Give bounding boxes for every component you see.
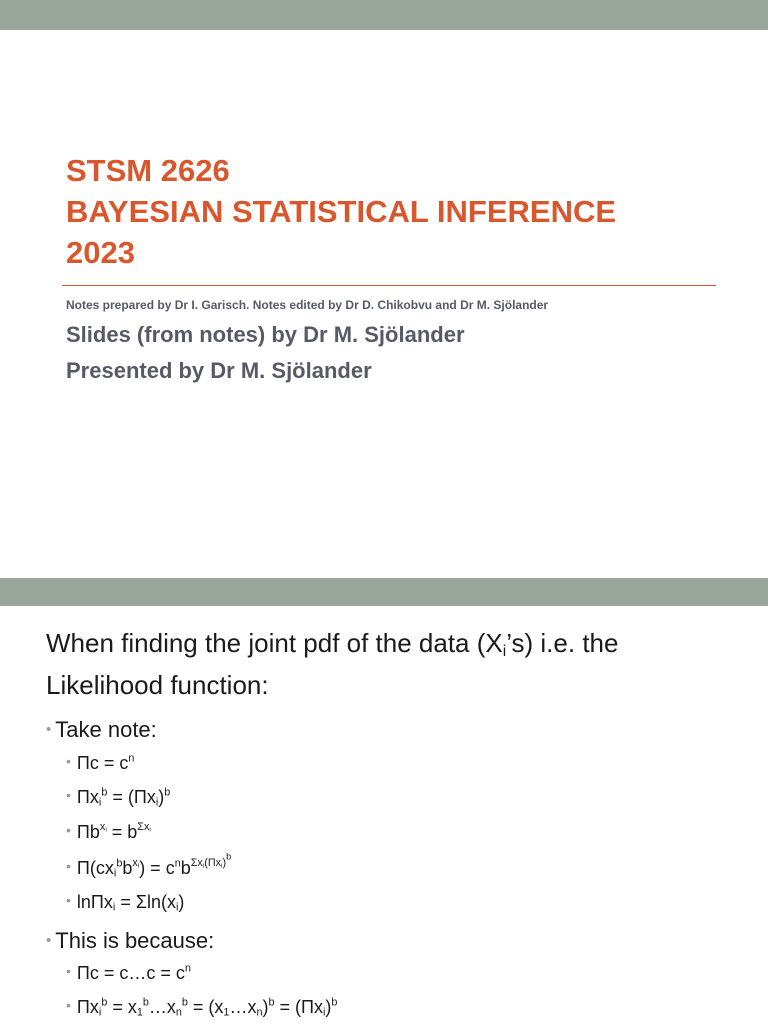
bullet-dot: •	[66, 857, 71, 874]
title-line-course-code: STSM 2626	[66, 153, 230, 188]
bullet-take-note: • Take note:	[46, 717, 157, 742]
slides-author: Slides (from notes) by Dr M. Sjölander	[66, 322, 465, 347]
title-line-course-name: BAYESIAN STATISTICAL INFERENCE	[66, 194, 617, 229]
slide-heading: When finding the joint pdf of the data $(X_i’s)$ i.e. the Likelihood function:	[46, 628, 619, 700]
slide-top-bar	[0, 578, 768, 606]
bullet-dot: •	[66, 963, 71, 979]
bullet-dot: •	[66, 787, 71, 803]
notes-credit: Notes prepared by Dr I. Garisch. Notes edited by Dr D. Chikobvu and Dr M. Sjölander	[66, 298, 549, 312]
formula-note-4: • $\Pi(cx_i^bb^{x_i}) = c^nb^{\Sigma x_i(\Pi x_i)^b}$	[66, 852, 232, 880]
title-line-year: 2023	[66, 235, 135, 270]
formula-note-1: • $\Pi c = c^n$	[66, 752, 135, 773]
bullet-dot: •	[46, 721, 52, 738]
title-divider	[62, 285, 716, 286]
bullet-dot: •	[46, 932, 52, 949]
slide-title	[66, 150, 726, 273]
formula-because-1: • Πc = c…c = $c^n$	[66, 962, 191, 983]
slide-top-bar	[0, 0, 768, 30]
bullet-dot: •	[66, 822, 71, 838]
bullet-dot: •	[66, 753, 71, 769]
formula-note-5: • $\ln\Pi x_i = \Sigma\ln(x_i)$	[66, 892, 185, 914]
bullet-because: • This is because:	[46, 928, 215, 953]
presenter: Presented by Dr M. Sjölander	[66, 358, 372, 383]
bullet-dot: •	[66, 892, 71, 908]
formula-note-3: • $\Pi b^{x_i} = b^{\Sigma x_i}$	[66, 821, 151, 842]
formula-because-2: • $\Pi x_i^b$ = $x_1^b\dots x_n^b$ = $(x_1\dots x_n)^b = (\Pi x_i)^b$	[66, 996, 338, 1019]
formula-note-2: • $\Pi x_i^b = (\Pi x_i)^b$	[66, 786, 171, 809]
bullet-dot: •	[66, 997, 71, 1013]
